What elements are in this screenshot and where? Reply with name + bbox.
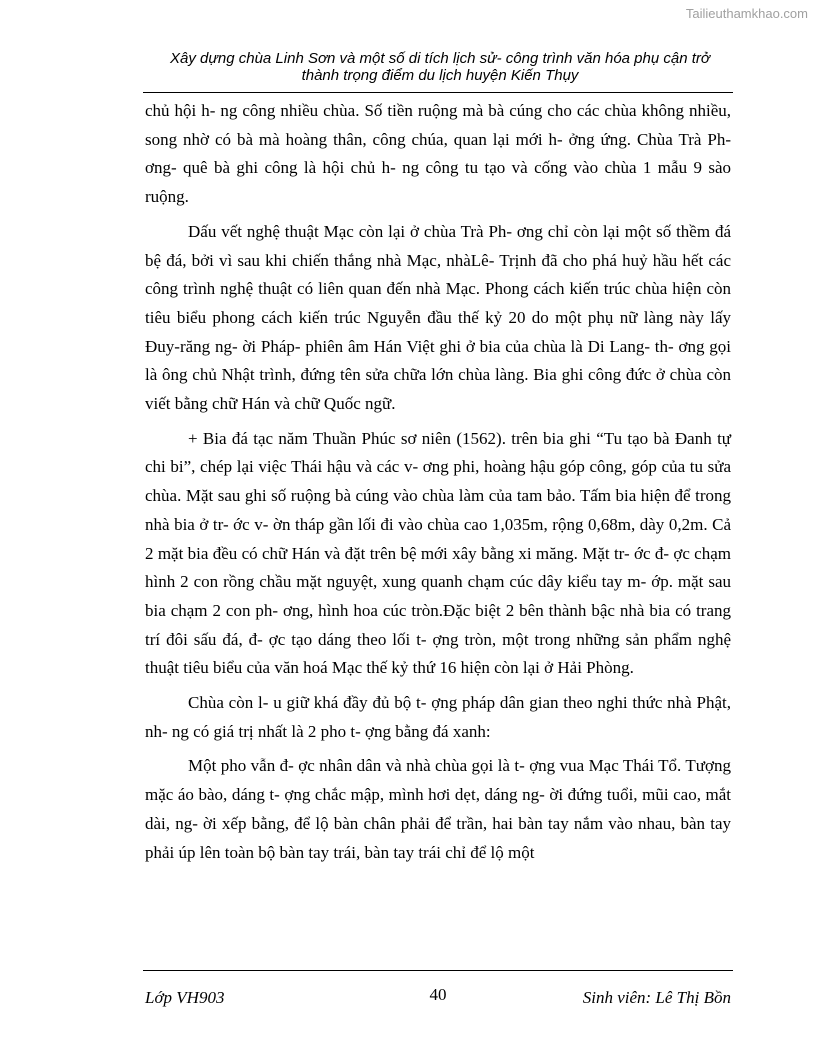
paragraph: chủ hội h- ng công nhiều chùa. Số tiền ruộng mà bà cúng cho các chùa không nhiều, song nhờ có bà mà hoàng thân, công chúa, quan lại mới h- ởng ứng. Chùa Trà Ph- ơng- quê bà ghi công là hội chủ h- ng công tu tạo và cống vào chùa 1 mẫu 9 sào ruộng. (145, 101, 731, 207)
running-header (130, 50, 750, 84)
page-number: 40 (429, 985, 447, 1004)
header-line-2: thành trọng điểm du lịch huyện Kiến Thụy (301, 67, 579, 84)
watermark: Tailieuthamkhao.com (685, 6, 808, 21)
paragraph: + Bia đá tạc năm Thuần Phúc sơ niên (1562). trên bia ghi “Tu tạo bà Đanh tự chi bi”, chép lại việc Thái hậu và các v- ơng phi, hoàng hậu góp công, góp của tu sửa chùa. Mặt sau ghi số ruộng bà cúng vào chùa làm của tam bảo. Tấm bia hiện để trong nhà bia ở tr- ớc v- ờn tháp gần lối đi vào chùa cao 1,035m, rộng 0,68m, dày 0,2m. Cả 2 mặt bia đều có chữ Hán và đặt trên bệ mới xây bằng xi măng. Mặt tr- ớc đ- ợc chạm hình 2 con rồng chầu mặt nguyệt, xung quanh chạm cúc dây kiểu tay m- ớp. mặt sau bia chạm 2 con ph- ơng, hình hoa cúc tròn.Đặc biệt 2 bên thành bậc nhà bia có trang trí đôi sấu đá, đ- ợc tạo dáng theo lối t- ợng tròn, một trong những sản phẩm nghệ thuật tiêu biểu của văn hoá Mạc thế kỷ thứ 16 hiện còn lại ở Hải Phòng. (145, 428, 731, 678)
footer-class-label: Lớp VH903 (145, 988, 225, 1007)
paragraph: Một pho vẫn đ- ợc nhân dân và nhà chùa gọi là t- ợng vua Mạc Thái Tổ. Tượng mặc áo bào, dáng t- ợng chắc mập, mình hơi dẹt, dáng ng- ời đứng tuổi, mũi cao, mắt dài, ng- ời xếp bằng, để lộ bàn chân phải để trần, hai bàn tay nắm vào nhau, bàn tay phải úp lên toàn bộ bàn tay trái, bàn tay trái chỉ để lộ một (145, 756, 731, 862)
footer-student-name: Sinh viên: Lê Thị Bồn (582, 988, 731, 1007)
paragraph: Dấu vết nghệ thuật Mạc còn lại ở chùa Trà Ph- ơng chỉ còn lại một số thềm đá bệ đá, bởi vì sau khi chiến thắng nhà Mạc, nhàLê- Trịnh đã cho phá huỷ hầu hết các công trình nghệ thuật có liên quan đến nhà Mạc. Phong cách kiến trúc chùa hiện còn tiêu biểu phong cách kiến trúc Nguyễn đầu thế kỷ 20 do một phụ nữ làng này lấy Đuy-răng ng- ời Pháp- phiên âm Hán Việt ghi ở bia của chùa là Di Lang- th- ơng gọi là ông chủ Nhật trình, đứng tên sửa chữa lớn chùa làng. Bia ghi công đức ở chùa còn viết bằng chữ Hán và chữ Quốc ngữ. (145, 221, 731, 414)
header-divider (143, 92, 733, 93)
header-line-1: Xây dựng chùa Linh Sơn và một số di tích lịch sử- công trình văn hóa phụ cận trở (170, 50, 710, 67)
body-text (145, 97, 731, 873)
footer-divider (143, 970, 733, 971)
paragraph: Chùa còn l- u giữ khá đầy đủ bộ t- ợng pháp dân gian theo nghi thức nhà Phật, nh- ng có giá trị nhất là 2 pho t- ợng bằng đá xanh: (145, 693, 731, 741)
